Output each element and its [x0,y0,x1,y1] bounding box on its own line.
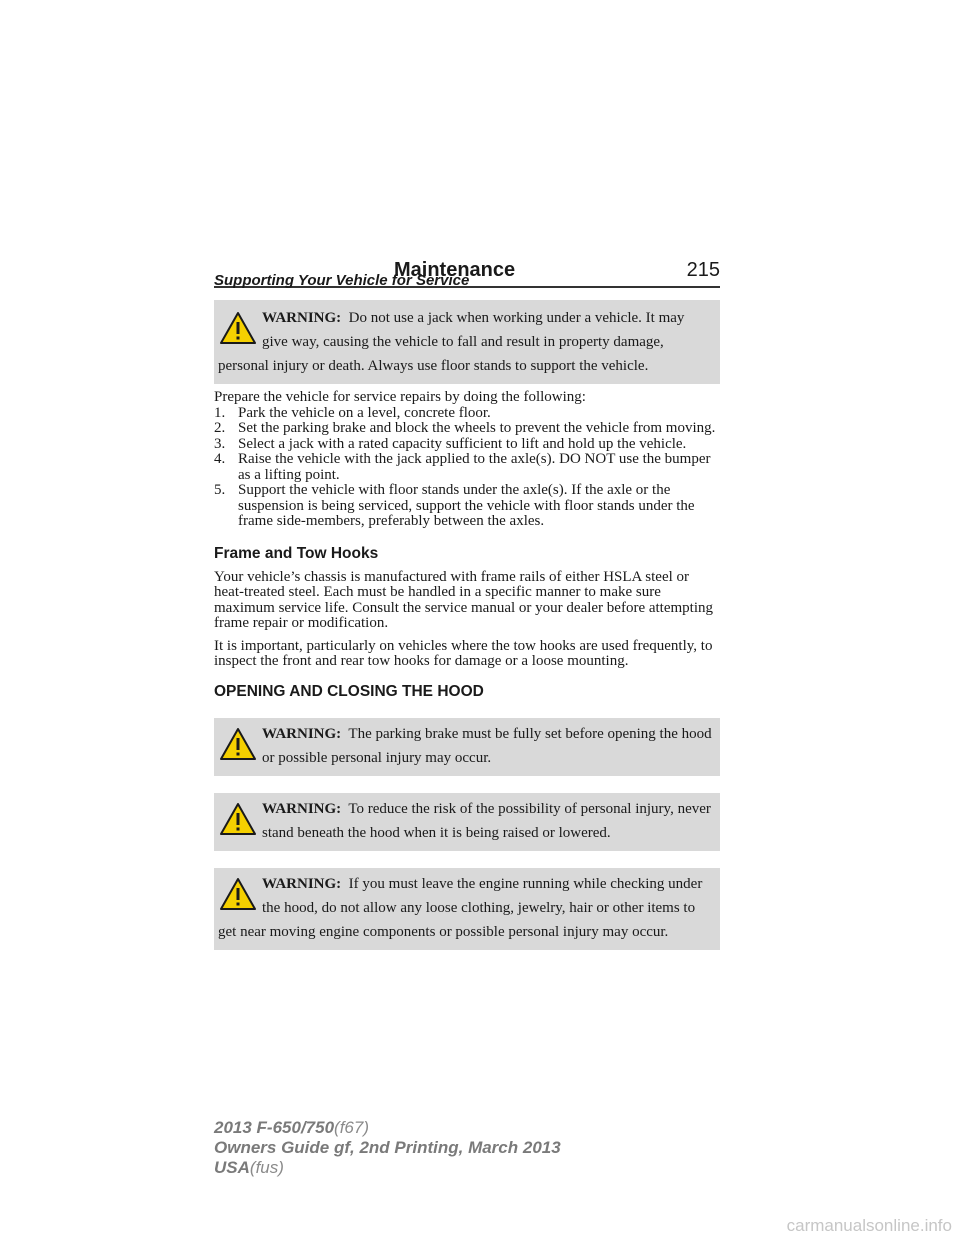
step-text: Raise the vehicle with the jack applied to the axle(s). DO NOT use the bumper as a lifting point. [238,451,711,483]
step-number: 5. [214,482,226,498]
warning-text: The parking brake must be fully set before opening the hood or possible personal injury may occur. [262,725,712,766]
footer-line-guide [214,1138,561,1158]
footer-line-market [214,1158,561,1178]
footer-market-code: (fus) [249,1158,284,1177]
step-number: 1. [214,404,226,421]
warning-text: Do not use a jack when working under a vehicle. It may give way, causing the vehicle to fall and result in property damage, personal injury or death. Always use floor stands to support the vehicle. [218,310,685,374]
warning-label: WARNING: [262,800,345,817]
heading-supporting-vehicle: Supporting Your Vehicle for Service [214,272,470,289]
page-number: 215 [686,259,720,281]
warning-box [214,300,720,384]
warning-box [214,868,720,950]
list-item [214,452,720,483]
step-number: 4. [214,451,226,467]
heading-frame-tow-hooks: Frame and Tow Hooks [214,544,379,562]
warning-label: WARNING: [262,875,345,892]
warning-label: WARNING: [262,310,345,326]
list-item [214,437,720,453]
tow-hooks-paragraph: It is important, particularly on vehicles where the tow hooks are used frequently, to inspect the front and rear tow hooks for damage or a loose mounting. [214,637,713,669]
frame-paragraph: Your vehicle’s chassis is manufactured with frame rails of either HSLA steel or heat-treated steel. Each must be handled in a specific manner to make sure maximum service life. Consult the service manual or your dealer before attempting frame repair or modification. [214,568,713,631]
watermark: carmanualsonline.info [786,1216,952,1235]
footer-guide: Owners Guide gf, 2nd Printing, March 2013 [214,1138,561,1157]
warning-box [214,793,720,851]
step-text: Support the vehicle with floor stands under the axle(s). If the axle or the suspension is being serviced, support the vehicle with floor stands under the frame side-members, preferably between the axles. [238,482,695,529]
step-text: Set the parking brake and block the wheels to prevent the vehicle from moving. [238,420,716,436]
warning-triangle-icon [218,874,258,914]
step-text: Select a jack with a rated capacity sufficient to lift and hold up the vehicle. [238,435,687,452]
heading-opening-closing-hood: OPENING AND CLOSING THE HOOD [214,682,484,700]
list-item [214,421,720,437]
footer-market: USA [214,1158,250,1177]
warning-box [214,718,720,776]
warning-triangle-icon [218,724,258,764]
page-footer [214,1118,561,1178]
step-number: 2. [214,420,226,436]
warning-triangle-icon [218,308,258,348]
footer-line-model [214,1118,561,1138]
warning-text: If you must leave the engine running while checking under the hood, do not allow any loose clothing, jewelry, hair or other items to get near moving engine components or possible personal injury may occur. [218,875,703,940]
list-item [214,483,720,530]
step-number: 3. [214,435,226,452]
footer-model-code: (f67) [334,1118,370,1137]
warning-text: To reduce the risk of the possibility of personal injury, never stand beneath the hood when it is being raised or lowered. [262,800,711,841]
footer-model: 2013 F-650/750 [214,1118,335,1137]
section-title: Maintenance [394,259,516,281]
service-steps-list [214,406,720,530]
warning-label: WARNING: [262,725,345,742]
warning-triangle-icon [218,799,258,839]
list-item [214,406,720,422]
step-text: Park the vehicle on a level, concrete floor. [238,404,491,421]
page-content [214,271,720,956]
intro-paragraph: Prepare the vehicle for service repairs by doing the following: [214,389,586,405]
